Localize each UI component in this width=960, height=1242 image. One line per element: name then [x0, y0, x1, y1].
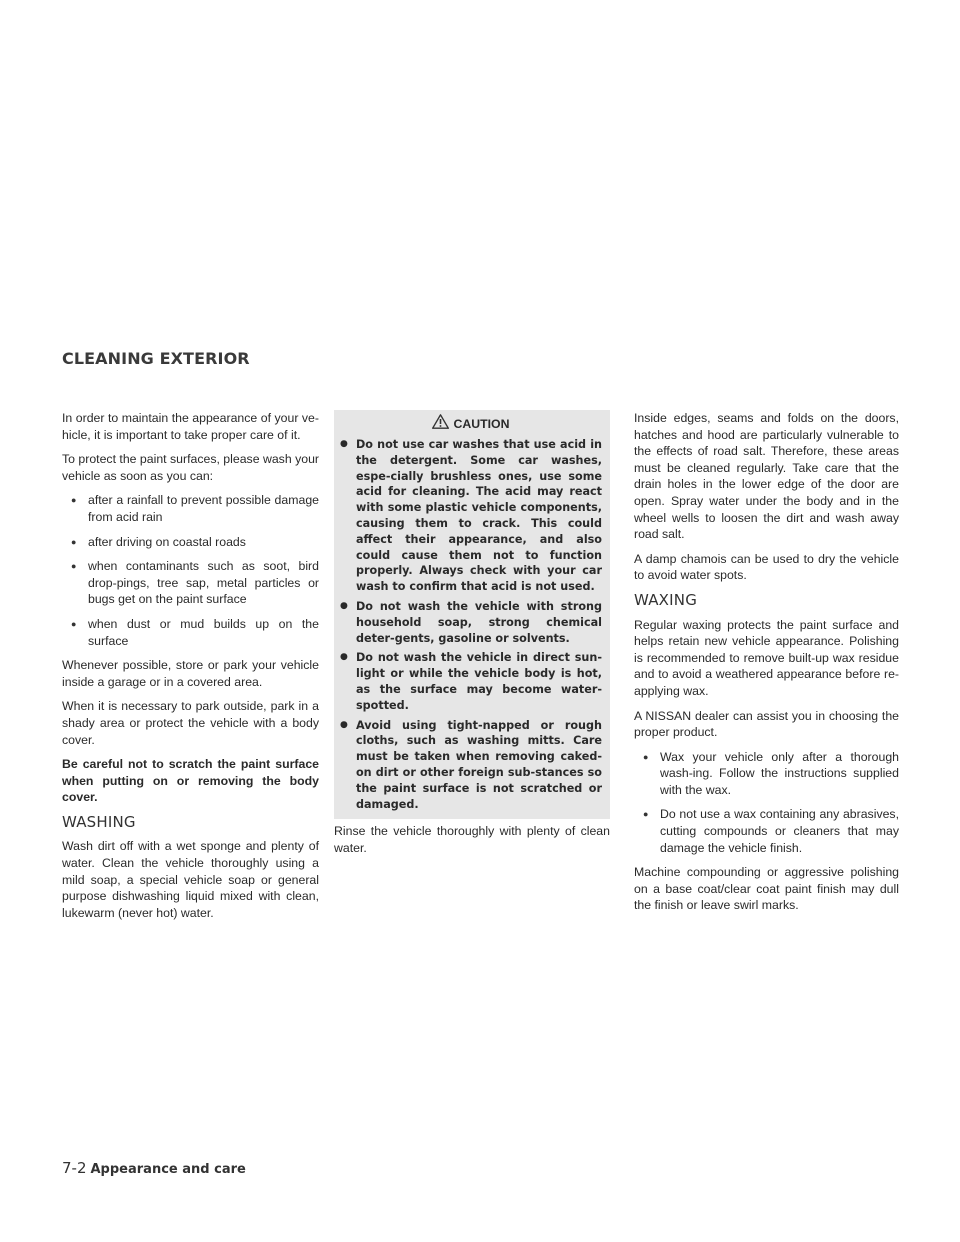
waxing-paragraph: Regular waxing protects the paint surface and helps retain new vehicle appearance. Polishing is recommended to remove built-up wax residue and to avoid a weathered appearance before re-applying wax. — [634, 617, 899, 698]
list-item: ● Do not wash the vehicle in direct sun-light or while the vehicle body is hot, as the surface may become water-spotted. — [340, 650, 602, 713]
wash-conditions-list — [62, 492, 319, 649]
washing-paragraph: Wash dirt off with a wet sponge and plenty of water. Clean the vehicle thoroughly using a mild soap, a special vehicle soap or general purpose dishwashing liquid mixed with clean, lukewarm (never hot) water. — [62, 839, 319, 920]
column-right — [634, 410, 899, 922]
column-middle — [334, 410, 610, 865]
section-title: CLEANING EXTERIOR — [62, 349, 250, 368]
dealer-paragraph: A NISSAN dealer can assist you in choosing the proper product. — [634, 708, 899, 740]
caution-header — [340, 414, 602, 434]
list-item: ● when dust or mud builds up on the surface — [62, 616, 319, 649]
caution-label: CAUTION — [453, 416, 510, 431]
page-number: 7-2 — [62, 1159, 87, 1177]
polishing-paragraph: Machine compounding or aggressive polishing on a base coat/clear coat paint finish may dull the finish or leave swirl marks. — [634, 865, 899, 913]
list-item: ● Do not use car washes that use acid in the detergent. Some car washes, espe-cially brushless ones, use some acid for cleaning. The acid may react with some plastic vehicle components, causing them to crack. This could affect their appearance, and also could cause them not to function properly. Always check with your car wash to confirm that acid is not used. — [340, 437, 602, 595]
list-item: ● after driving on coastal roads — [62, 534, 319, 551]
column-left — [62, 410, 319, 929]
chapter-title: Appearance and care — [90, 1162, 246, 1177]
list-item: ● Wax your vehicle only after a thorough wash-ing. Follow the instructions supplied with the wax. — [634, 749, 899, 799]
park-outside-paragraph: When it is necessary to park outside, park in a shady area or protect the vehicle with a body cover. — [62, 699, 319, 747]
wax-tips-list — [634, 749, 899, 857]
list-item: ● after a rainfall to prevent possible damage from acid rain — [62, 492, 319, 525]
washing-heading: WASHING — [62, 812, 136, 831]
body-cover-warning: Be careful not to scratch the paint surface when putting on or removing the body cover. — [62, 757, 319, 805]
chamois-paragraph: A damp chamois can be used to dry the vehicle to avoid water spots. — [634, 551, 899, 583]
waxing-heading: WAXING — [634, 590, 698, 609]
caution-list — [340, 437, 602, 812]
protect-paragraph: To protect the paint surfaces, please wash your vehicle as soon as you can: — [62, 452, 320, 483]
warning-triangle-icon — [432, 414, 449, 434]
intro-paragraph: In order to maintain the appearance of your ve-hicle, it is important to take proper care of it. — [62, 411, 319, 442]
list-item: ● Do not wash the vehicle with strong household soap, strong chemical deter-gents, gasoline or solvents. — [340, 599, 602, 646]
caution-box — [334, 410, 610, 819]
list-item: ● Avoid using tight-napped or rough cloths, such as washing mitts. Care must be taken when removing caked-on dirt or other foreign sub-stances so the paint surface is not scratched or damaged. — [340, 718, 602, 813]
road-salt-paragraph: Inside edges, seams and folds on the doors, hatches and hood are particularly vulnerable to the effects of road salt. Therefore, these areas must be cleaned regularly. Take care that the drain holes in the lower edge of the door are open. Spray water under the body and in the wheel wells to loosen the dirt and wash away road salt. — [634, 411, 899, 542]
store-paragraph: Whenever possible, store or park your vehicle inside a garage or in a covered area. — [62, 658, 319, 689]
list-item: ● Do not use a wax containing any abrasives, cutting compounds or cleaners that may damage the vehicle finish. — [634, 806, 899, 856]
list-item: ● when contaminants such as soot, bird drop-pings, tree sap, metal particles or bugs get on the paint surface — [62, 558, 319, 608]
page-footer — [62, 1159, 246, 1177]
rinse-paragraph: Rinse the vehicle thoroughly with plenty of clean water. — [334, 824, 610, 855]
